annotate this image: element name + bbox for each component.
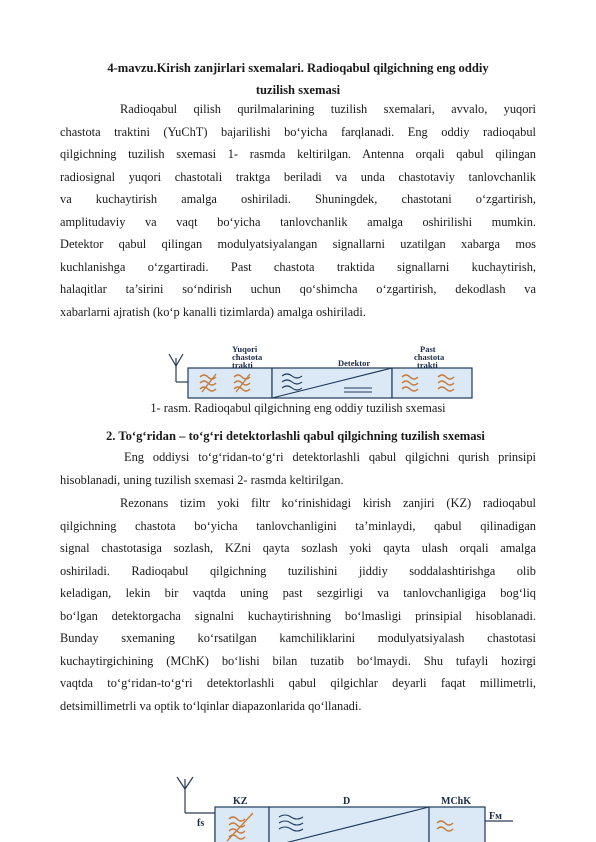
text-line: signal chastotasiga sozlash, KZni qayta sozlash yoki qayta ulash orqali amalga xyxy=(60,541,536,555)
label-hf-line3: trakti xyxy=(232,360,253,370)
label-mchk: MChK xyxy=(441,796,471,807)
text-line: bo‘lgan detektorgacha signalni kuchaytirishning bo‘lmasligi prinsipial hisoblanadi. xyxy=(60,608,536,623)
label-hf-line1: Yuqori xyxy=(232,344,258,354)
figure-1-caption: 1- rasm. Radioqabul qilgichning eng oddiy tuzilish sxemasi xyxy=(150,401,446,415)
antenna-icon xyxy=(169,354,188,382)
label-fs: fs xyxy=(197,818,205,829)
text-line: halaqitlar ta’sirini so‘ndirish uchun qo‘shimcha o‘zgartirish, dekodlash va xyxy=(60,282,536,296)
text-line: hisoblanadi, uning tuzilish sxemasi 2- rasmda keltirilgan. xyxy=(60,472,344,487)
text-line: chastota traktini (YuChT) bajarilishi bo‘yicha farqlanadi. Eng oddiy radioqabul xyxy=(60,124,536,139)
text-line: Bunday sxemaning ko‘rsatilgan kamchiliklarini modulyatsiyalash chastotasi xyxy=(60,631,536,645)
text-line: Rezonans tizim yoki filtr ko‘rinishidagi kirish zanjiri (KZ) radioqabul xyxy=(120,496,536,510)
text-line: radiosignal yuqori chastotali traktga beriladi va unda chastotaviy tanlovchanlik xyxy=(60,169,536,184)
figure-1-labels xyxy=(232,344,445,370)
text-line: oshiriladi. Radioqabul qilgichning tuzilishini jiddiy soddalashtirishga olib xyxy=(60,563,536,578)
text-line: qilgichning tuzilish sxemasi 1- rasmda keltirilgan. Antenna orqali qabul qilingan xyxy=(60,147,536,161)
label-lf-line3: trakti xyxy=(417,360,438,370)
section-2-heading: 2. To‘g‘ridan – to‘g‘ri detektorlashli qabul qilgichning tuzilish sxemasi xyxy=(106,429,485,443)
antenna-icon xyxy=(177,777,215,813)
text-line: detsimillimetrli va optik to‘lqinlar diapazonlarida qo‘llanadi. xyxy=(60,698,362,713)
label-detector: Detektor xyxy=(338,358,371,368)
text-line: kuchlanishga o‘zgartiradi. Past chastota traktida signallarni kuchaytirish, xyxy=(60,259,536,274)
text-line: va kuchaytirish amalga oshiriladi. Shuningdek, chastotani o‘zgartirish, xyxy=(60,192,536,206)
paragraph-1 xyxy=(60,98,536,323)
text-line: xabarlarni ajratish (ko‘p kanalli tizimlarda) amalga oshiriladi. xyxy=(60,304,366,319)
label-d: D xyxy=(343,796,351,807)
mchk-box xyxy=(429,807,485,842)
paragraph-2 xyxy=(60,446,536,491)
label-hf-line2: chastota xyxy=(232,352,263,362)
label-kz: KZ xyxy=(233,796,248,807)
figure-2-block-diagram xyxy=(175,773,515,842)
text-line: kuchaytirgichining (MChK) bo‘lishi bilan tuzatib bo‘lmaydi. Shu tufayli hozirgi xyxy=(60,653,536,668)
paragraph-3 xyxy=(60,492,536,717)
text-line: qilgichning chastota bo‘yicha tanlovchanligini ta’minlaydi, qabul qilinadigan xyxy=(60,518,536,533)
text-line: Eng oddiysi to‘g‘ridan-to‘g‘ri detektorlashli qabul qilgichni qurish prinsipi xyxy=(124,450,536,464)
lf-tract-box xyxy=(392,368,472,398)
text-line: keladigan, lekin bir vaqtda uning past sezgirligi va tanlovchanligiga bog‘liq xyxy=(60,586,536,600)
label-lf-line2: chastota xyxy=(414,352,445,362)
topic-title-line1: 4-mavzu.Kirish zanjirlari sxemalari. Radioqabul qilgichning eng oddiy xyxy=(107,61,489,75)
topic-title-line2: tuzilish sxemasi xyxy=(255,83,341,97)
text-line: Radioqabul qilish qurilmalarining tuzilish sxemalari, avvalo, yuqori xyxy=(120,102,536,116)
label-fm: Fм xyxy=(489,811,502,822)
text-line: vaqtda to‘g‘ridan-to‘g‘ri detektorlashli qabul qilgichlar deyarli faqat millimetrli, xyxy=(60,676,536,690)
figure-1-block-diagram xyxy=(168,344,478,402)
text-line: amplitudaviy va vaqt bo‘yicha tanlovchanlik amalga oshirilishi mumkin. xyxy=(60,214,536,229)
label-lf-line1: Past xyxy=(420,344,436,354)
text-line: Detektor qabul qilingan modulyatsiyalangan signallarni uzatilgan xabarga mos xyxy=(60,237,536,251)
